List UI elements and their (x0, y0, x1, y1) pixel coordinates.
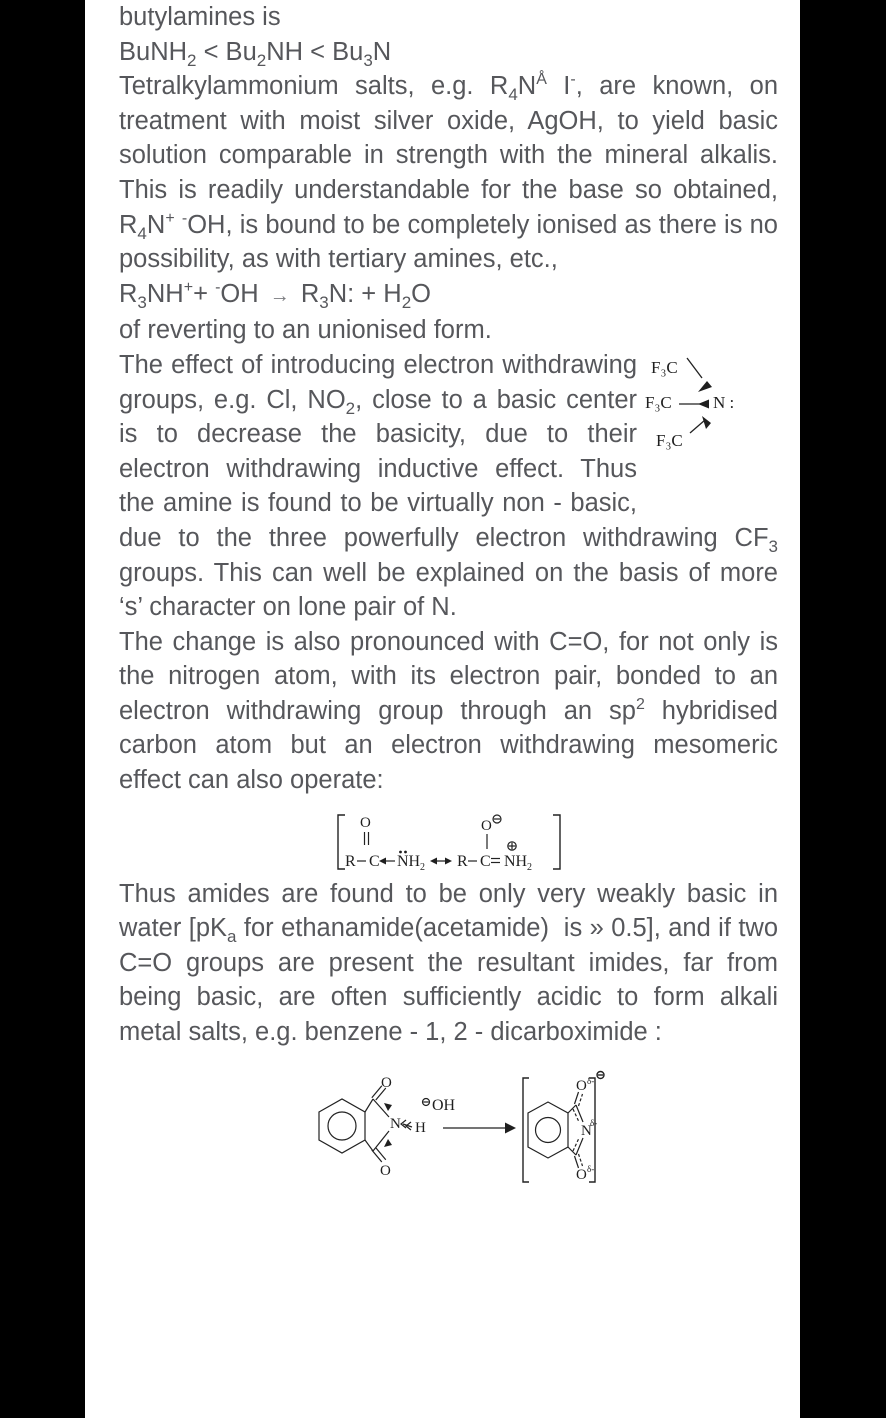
delta-minus-bottom: δ- (586, 1163, 594, 1174)
h-label: H (414, 1119, 426, 1136)
para-tetralkylammonium: Tetralkylammonium salts, e.g. $R_4N^Å$ I-, are known, on treatment with moist silver oxide, AgOH, to yield basic solution comparable in strength with the mineral alkalis. This is readily understandable for the base so obtained, $R_4N^+$ -OH, is bound to be completely ionised as there is no possibility, as with tertiary amines, etc., (119, 71, 779, 274)
product-o-bottom-label: O (575, 1166, 587, 1183)
trifluoromethyl-amine-figure (645, 350, 778, 518)
cf3-label-bottom: F₃C (656, 430, 683, 450)
resonance-o-left: O (359, 814, 371, 831)
resonance-r-right: R (456, 852, 468, 870)
resonance-r-left: R (344, 852, 356, 870)
amine-arrowheads (698, 381, 712, 429)
para-mesomeric: The change is also pronounced with C=O, for not only is the nitrogen atom, with its electron pair, bonded to an electron withdrawing group through an $sp^2$ hybridised carbon atom but an electron withdrawing mesomeric effect can also operate: (119, 627, 778, 795)
hydroxide-label: OH (431, 1096, 455, 1114)
para-reverting: of reverting to an unionised form. (119, 316, 492, 345)
phthalimide-bonds (319, 1085, 507, 1161)
resonance-bonds (357, 815, 516, 863)
trifluoromethyl-amine-structure (645, 350, 778, 518)
document-page (85, 0, 800, 1418)
amide-resonance-structure (333, 811, 565, 877)
para-electron-withdrawing (119, 348, 778, 625)
resonance-c-left: C (368, 852, 380, 870)
o-top-label: O (380, 1074, 392, 1091)
para-amides: Thus amides are found to be only very weakly basic in water [$pK_a$ for ethanamide(acetamide) is » 0.5], and if two C=O groups are present the resultant imides, far from being basic, are often sufficiently acidic to form alkali metal salts, e.g. benzene - 1, 2 - dicarboximide : (119, 879, 778, 1047)
clipped-top-line: butylamines is (119, 3, 281, 31)
resonance-nh2-left-sub: 2 (419, 861, 425, 873)
resonance-c-right: C (479, 852, 491, 870)
delta-minus-n: δ- (589, 1117, 597, 1128)
product-n-label: N (580, 1122, 592, 1139)
resonance-nh2-right: NH (503, 852, 527, 870)
phthalimide-reaction-figure (293, 1066, 605, 1190)
product-o-top-label: O (575, 1077, 587, 1094)
resonance-o-right: O (480, 817, 492, 834)
nitrogen-label: N : (713, 392, 735, 412)
resonance-nh2-left: NH (396, 852, 420, 870)
delta-minus-top: δ- (586, 1075, 594, 1086)
phthalimide-reaction-scheme (293, 1066, 605, 1190)
cf3-label-middle: F₃C (645, 392, 672, 412)
basicity-order-formula: BuNH$_2$ < $Bu_2NH < Bu_3N$ (119, 37, 392, 70)
cf3-label-top: F₃C (651, 357, 678, 377)
amide-resonance-figure (333, 811, 565, 877)
anion-bonds (528, 1092, 583, 1168)
n-label: N (389, 1115, 401, 1132)
resonance-nh2-right-sub: 2 (526, 861, 532, 873)
o-bottom-label: O (379, 1162, 391, 1179)
para-electron-withdrawing-text: The effect of introducing electron withdrawing groups, e.g. Cl, $NO_2$, close to a basic center is to decrease the basicity, due to their electron withdrawing inductive effect. Thus the amine is found to be virtually non - basic, due to the three powerfully electron withdrawing $CF_3$ groups. This can well be explained on the basis of more ‘s’ character on lone pair of N. (119, 350, 778, 622)
equation-hydroxide: $R_3NH^++ ^-OH \to R_3N$: + $H_2O$ (119, 278, 431, 312)
